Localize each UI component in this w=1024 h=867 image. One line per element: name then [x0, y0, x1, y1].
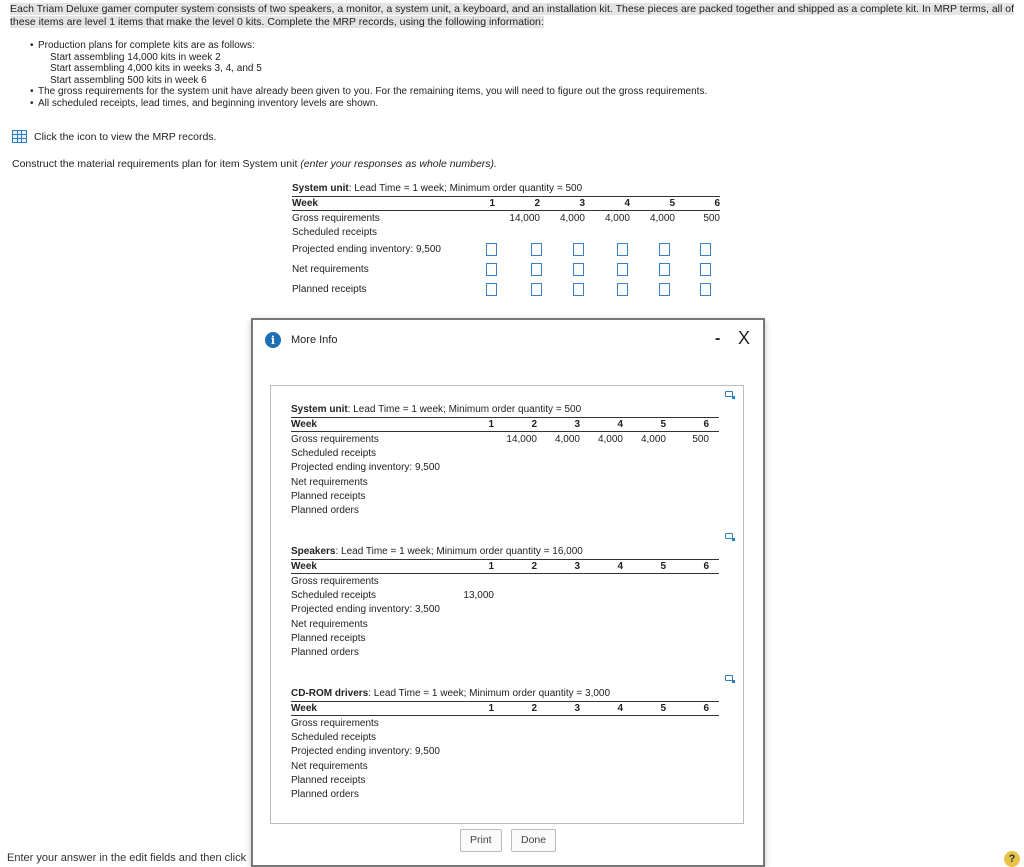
table-grid-icon[interactable] [12, 130, 27, 143]
planned-week-1-input[interactable] [486, 283, 497, 296]
item-info: : Lead Time = 1 week; Minimum order quantity = 16,000 [335, 546, 583, 557]
mrp-record-title [291, 545, 719, 559]
minimize-button[interactable]: - [715, 330, 721, 347]
net-week-6-input[interactable] [700, 263, 711, 276]
week-header-row [291, 559, 719, 574]
row-label: Gross requirements [291, 717, 379, 729]
gross-week-5: 4,000 [649, 212, 675, 224]
row-label: Net requirements [291, 760, 368, 772]
construct-hint: (enter your responses as whole numbers). [300, 158, 497, 170]
week-5: 5 [669, 198, 675, 209]
week-header-row [291, 417, 719, 432]
row-label: Planned receipts [292, 283, 367, 295]
mrp-row-planned-orders [291, 787, 719, 801]
planned-week-6-input[interactable] [700, 283, 711, 296]
row-label: Planned orders [291, 789, 359, 801]
system-unit-mrp-table [292, 182, 720, 299]
mrp-record-speakers [291, 545, 719, 660]
construct-instruction [12, 158, 497, 170]
net-week-1-input[interactable] [486, 263, 497, 276]
more-info-dialog [251, 318, 765, 867]
week-5: 5 [660, 703, 666, 714]
mrp-row-scheduled-receipts [291, 446, 719, 460]
week-header-row [292, 196, 720, 211]
construct-text: Construct the material requirements plan for item System unit [12, 158, 301, 170]
production-plan-2: Start assembling 4,000 kits in weeks 3, 4, and 5 [50, 63, 262, 74]
week-label: Week [292, 198, 318, 209]
mrp-row-projected-ending-inventory [291, 745, 719, 759]
gross-week-3: 4,000 [554, 433, 580, 445]
item-name: System unit [292, 183, 349, 194]
mrp-row-projected-ending-inventory [291, 603, 719, 617]
week-3: 3 [574, 703, 580, 714]
copy-to-clipboard-icon[interactable] [725, 533, 733, 539]
row-label: Planned orders [291, 505, 359, 517]
week-label: Week [291, 419, 317, 430]
mrp-row-gross-requirements [291, 432, 719, 446]
records-link-text: Click the icon to view the MRP records. [34, 130, 217, 143]
info-icon: i [265, 332, 281, 348]
row-label: Scheduled receipts [291, 589, 377, 601]
gross-week-4: 4,000 [597, 433, 623, 445]
mrp-record-title [291, 687, 719, 701]
production-plan-3: Start assembling 500 kits in week 6 [50, 74, 207, 86]
net-week-2-input[interactable] [531, 263, 542, 276]
week-label: Week [291, 703, 317, 714]
week-1: 1 [488, 561, 494, 572]
close-button[interactable]: X [738, 328, 751, 348]
copy-to-clipboard-icon[interactable] [725, 391, 733, 397]
projected-week-2-input[interactable] [531, 243, 542, 256]
gross-week-4: 4,000 [604, 212, 630, 224]
scheduled-week-1: 13,000 [463, 589, 494, 601]
row-label: Scheduled receipts [291, 447, 377, 459]
mrp-row-planned-orders [291, 645, 719, 659]
mrp-records-panel [270, 385, 744, 824]
row-label: Gross requirements [292, 212, 380, 224]
mrp-row-gross-requirements [291, 716, 719, 730]
week-3: 3 [574, 561, 580, 572]
mrp-row-planned-receipts [291, 489, 719, 503]
footer-instruction: Enter your answer in the edit fields and then click [7, 852, 247, 864]
week-6: 6 [703, 703, 709, 714]
mrp-row-scheduled-receipts [291, 730, 719, 744]
planned-week-2-input[interactable] [531, 283, 542, 296]
help-icon[interactable]: ? [1004, 851, 1020, 867]
row-label: Gross requirements [291, 433, 379, 445]
row-label: Planned orders [291, 647, 359, 659]
done-button[interactable]: Done [511, 829, 556, 852]
mrp-row-planned-receipts [291, 631, 719, 645]
projected-week-1-input[interactable] [486, 243, 497, 256]
mrp-row-gross-requirements [291, 574, 719, 588]
row-label: Projected ending inventory: 9,500 [291, 746, 440, 758]
week-2: 2 [534, 198, 540, 209]
gross-requirements-row [292, 211, 720, 225]
bullet-production: • Production plans for complete kits are as follows: [30, 40, 707, 52]
week-1: 1 [488, 419, 494, 430]
week-3: 3 [579, 198, 585, 209]
mrp-row-planned-orders [291, 503, 719, 517]
row-label: Projected ending inventory: 9,500 [292, 243, 441, 255]
gross-week-6: 500 [703, 212, 720, 224]
week-4: 4 [617, 561, 623, 572]
production-plan-1: Start assembling 14,000 kits in week 2 [50, 51, 221, 63]
item-name: CD-ROM drivers [291, 688, 369, 699]
row-label: Net requirements [291, 618, 368, 630]
dialog-title: More Info [291, 334, 338, 346]
gross-week-2: 14,000 [506, 433, 537, 445]
row-label: Scheduled receipts [292, 226, 378, 238]
planned-week-3-input[interactable] [573, 283, 584, 296]
row-label: Projected ending inventory: 3,500 [291, 604, 440, 616]
row-label: Planned receipts [291, 774, 366, 786]
row-label: Net requirements [291, 476, 368, 488]
gross-week-5: 4,000 [640, 433, 666, 445]
mrp-row-scheduled-receipts [291, 588, 719, 602]
bullet-receipts: • All scheduled receipts, lead times, and beginning inventory levels are shown. [30, 98, 707, 110]
row-label: Scheduled receipts [291, 731, 377, 743]
planned-receipts-row [292, 279, 720, 299]
planned-week-4-input[interactable] [617, 283, 628, 296]
copy-to-clipboard-icon[interactable] [725, 675, 733, 681]
mrp-row-planned-receipts [291, 773, 719, 787]
week-4: 4 [624, 198, 630, 209]
bullet-gross: • The gross requirements for the system unit have already been given to you. For the remaining items, you will need to figure out the gross requirements. [30, 86, 707, 98]
gross-week-2: 14,000 [509, 212, 540, 224]
week-2: 2 [531, 419, 537, 430]
week-1: 1 [488, 703, 494, 714]
row-label: Planned receipts [291, 490, 366, 502]
net-week-4-input[interactable] [617, 263, 628, 276]
week-2: 2 [531, 703, 537, 714]
week-1: 1 [489, 198, 495, 209]
row-label: Projected ending inventory: 9,500 [291, 462, 440, 474]
projected-week-3-input[interactable] [573, 243, 584, 256]
projected-week-4-input[interactable] [617, 243, 628, 256]
mrp-row-net-requirements [291, 617, 719, 631]
view-mrp-records-link[interactable] [12, 130, 216, 143]
gross-week-3: 4,000 [559, 212, 585, 224]
planned-week-5-input[interactable] [659, 283, 670, 296]
intro-text: Each Triam Deluxe gamer computer system consists of two speakers, a monitor, a system unit, a keyboard, and an installation kit. These pieces are packed together and shipped as a complete kit. In MRP terms, all of these items are level 1 items that make the level 0 kits. Complete the MRP records, using the following information: [10, 3, 1015, 28]
week-header-row [291, 701, 719, 716]
dialog-header [265, 332, 337, 348]
week-6: 6 [714, 198, 720, 209]
mrp-row-projected-ending-inventory [291, 461, 719, 475]
mrp-row-net-requirements [291, 759, 719, 773]
mrp-row-net-requirements [291, 475, 719, 489]
row-label: Gross requirements [291, 575, 379, 587]
week-6: 6 [703, 561, 709, 572]
week-5: 5 [660, 419, 666, 430]
row-label: Net requirements [292, 263, 369, 275]
projected-week-5-input[interactable] [659, 243, 670, 256]
mrp-record-system-unit [291, 403, 719, 518]
row-label: Planned receipts [291, 632, 366, 644]
mrp-record-title [291, 403, 719, 417]
week-6: 6 [703, 419, 709, 430]
problem-bullets [30, 40, 707, 109]
scheduled-receipts-row [292, 225, 720, 239]
net-requirements-row [292, 259, 720, 279]
net-week-5-input[interactable] [659, 263, 670, 276]
item-info: : Lead Time = 1 week; Minimum order quantity = 500 [347, 404, 582, 415]
projected-inventory-row [292, 239, 720, 259]
mrp-table-title [292, 182, 720, 196]
week-3: 3 [574, 419, 580, 430]
item-name: System unit [291, 404, 348, 415]
week-label: Week [291, 561, 317, 572]
week-2: 2 [531, 561, 537, 572]
problem-intro [10, 3, 1016, 29]
net-week-3-input[interactable] [573, 263, 584, 276]
item-info: : Lead Time = 1 week; Minimum order quantity = 3,000 [368, 688, 611, 699]
item-info: : Lead Time = 1 week; Minimum order quantity = 500 [348, 183, 583, 194]
print-button[interactable]: Print [460, 829, 502, 852]
week-4: 4 [617, 703, 623, 714]
gross-week-6: 500 [692, 433, 709, 445]
week-5: 5 [660, 561, 666, 572]
projected-week-6-input[interactable] [700, 243, 711, 256]
week-4: 4 [617, 419, 623, 430]
item-name: Speakers [291, 546, 336, 557]
mrp-record-cd-rom-drivers [291, 687, 719, 802]
